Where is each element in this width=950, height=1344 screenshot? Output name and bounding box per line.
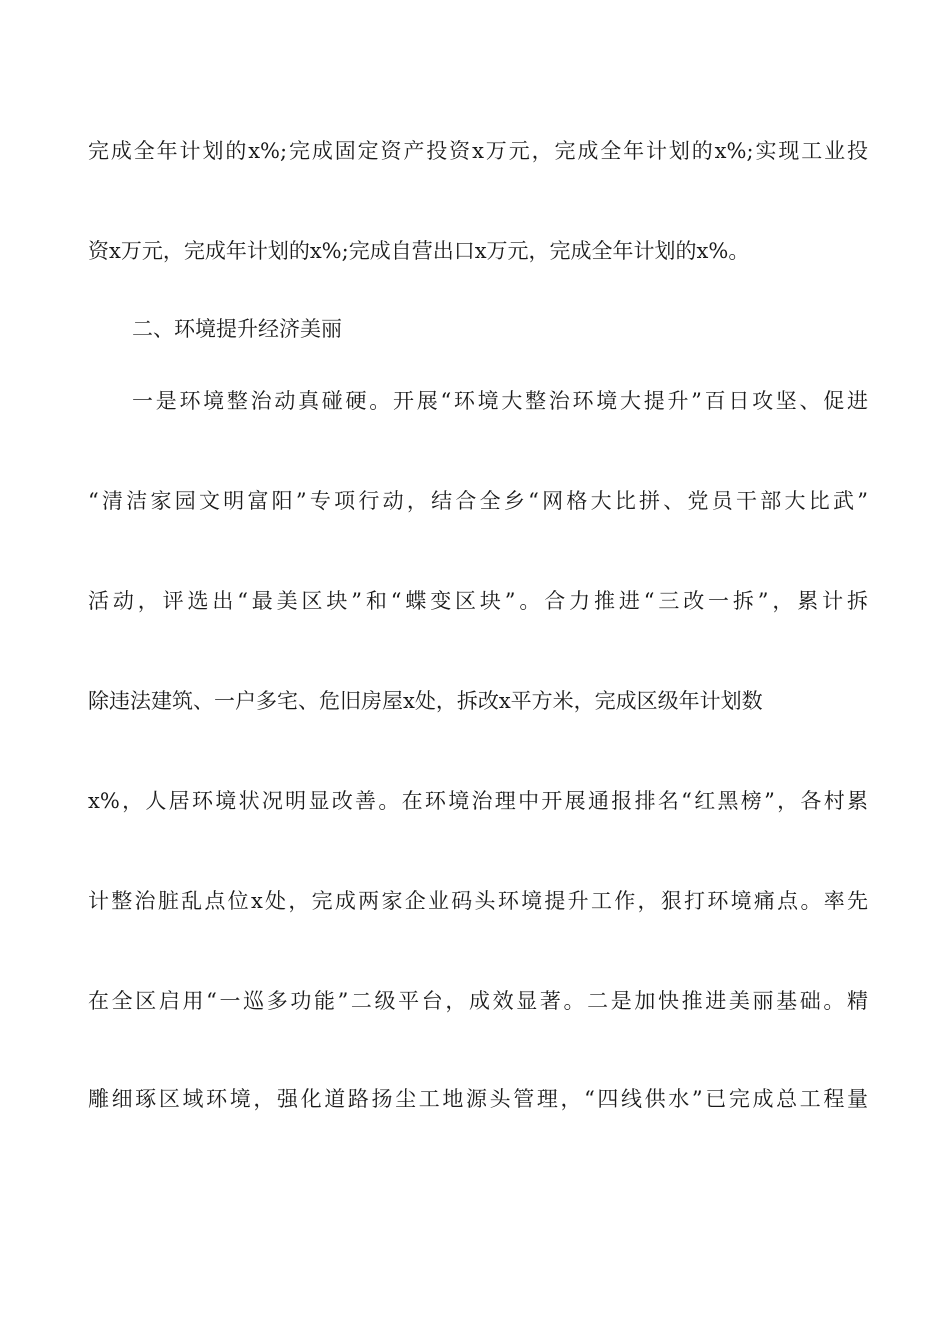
paragraph-line: 计整治脏乱点位x处，完成两家企业码头环境提升工作，狠打环境痛点。率先 xyxy=(88,889,868,913)
paragraph-line: “清洁家园文明富阳”专项行动，结合全乡“网格大比拼、党员干部大比武” xyxy=(88,489,868,513)
paragraph-line: 活动，评选出“最美区块”和“蝶变区块”。合力推进“三改一拆”，累计拆 xyxy=(88,589,868,613)
paragraph-line: 一是环境整治动真碰硬。开展“环境大整治环境大提升”百日攻坚、促进 xyxy=(132,389,868,413)
paragraph-line: x%，人居环境状况明显改善。在环境治理中开展通报排名“红黑榜”，各村累 xyxy=(88,789,868,813)
section-heading: 二、环境提升经济美丽 xyxy=(132,317,342,341)
paragraph-line: 除违法建筑、一户多宅、危旧房屋x处，拆改x平方米，完成区级年计划数 xyxy=(88,689,763,713)
paragraph-line: 雕细琢区域环境，强化道路扬尘工地源头管理，“四线供水”已完成总工程量 xyxy=(88,1087,868,1111)
paragraph-line: 在全区启用“一巡多功能”二级平台，成效显著。二是加快推进美丽基础。精 xyxy=(88,989,868,1013)
paragraph-line: 完成全年计划的x%;完成固定资产投资x万元，完成全年计划的x%;实现工业投 xyxy=(88,139,868,163)
paragraph-line: 资x万元，完成年计划的x%;完成自营出口x万元，完成全年计划的x%。 xyxy=(88,239,750,263)
